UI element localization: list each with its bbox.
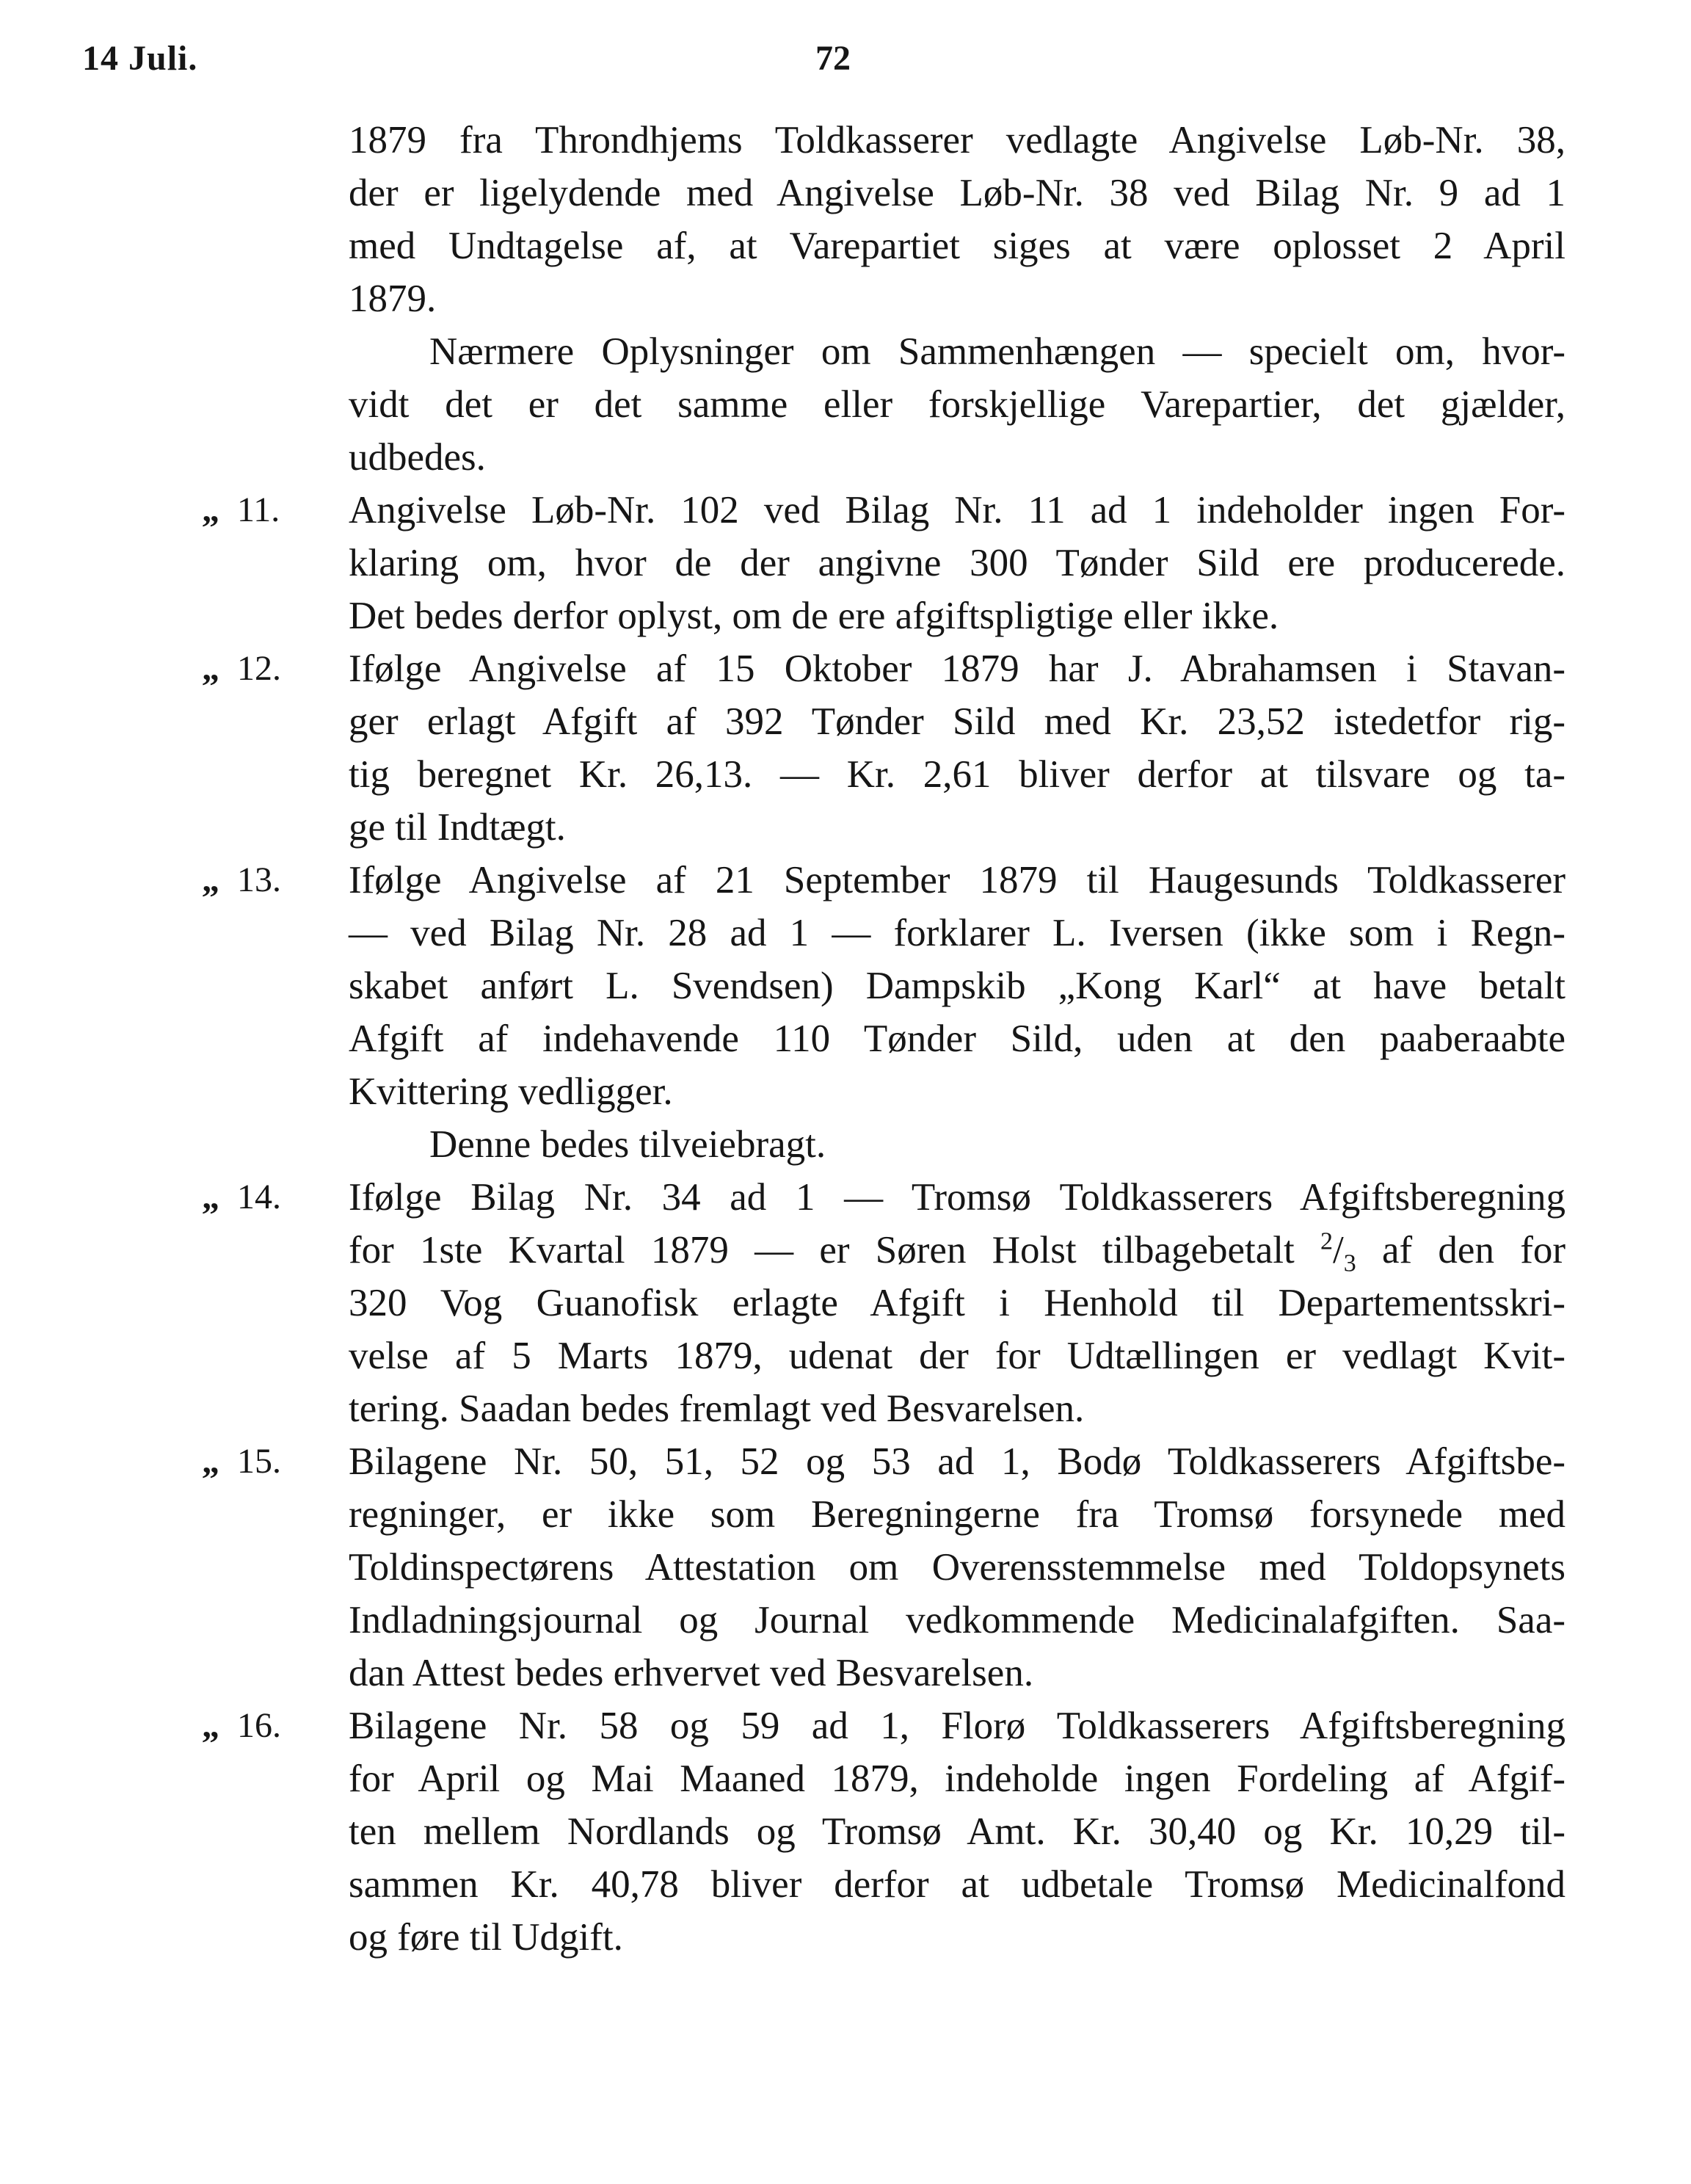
- request-paragraph: [349, 325, 1565, 484]
- ditto-mark: „: [202, 860, 219, 899]
- text-line: vidt det er det samme eller forskjellige Varepartier, det gjælder,: [349, 383, 1565, 426]
- text-line: med Undtagelse af, at Varepartiet siges at være oplosset 2 April: [349, 225, 1565, 267]
- numbered-item-13: [202, 854, 1565, 1171]
- item-marker: [202, 1435, 338, 1488]
- text-line: — ved Bilag Nr. 28 ad 1 — forklarer L. Iversen (ikke som i Regn-: [349, 912, 1565, 954]
- fraction-line-before: for 1ste Kvartal 1879 — er Søren Holst tilbagebetalt: [349, 1229, 1321, 1271]
- text-line: regninger, er ikke som Beregningerne fra Tromsø forsynede med: [349, 1493, 1565, 1536]
- numbered-item-15: [202, 1435, 1565, 1699]
- fraction-numerator: 2: [1320, 1227, 1334, 1255]
- document-body: [202, 114, 1566, 1964]
- text-line: Nærmere Oplysninger om Sammenhængen — specielt om, hvor-: [429, 330, 1565, 373]
- text-line: ge til Indtægt.: [349, 806, 566, 849]
- text-line: dan Attest bedes erhvervet ved Besvarelsen.: [349, 1652, 1034, 1694]
- ditto-mark: „: [202, 1706, 219, 1745]
- text-line: klaring om, hvor de der angivne 300 Tønder Sild ere producerede.: [349, 542, 1565, 584]
- text-line: Bilagene Nr. 58 og 59 ad 1, Florø Toldkasserers Afgiftsberegning: [349, 1705, 1565, 1747]
- text-line: Afgift af indehavende 110 Tønder Sild, uden at den paaberaabte: [349, 1017, 1565, 1060]
- text-line: ten mellem Nordlands og Tromsø Amt. Kr. 30,40 og Kr. 10,29 til-: [349, 1810, 1565, 1853]
- ditto-mark: „: [202, 490, 219, 529]
- item-number: 15.: [237, 1442, 281, 1481]
- text-line: Det bedes derfor oplyst, om de ere afgiftspligtige eller ikke.: [349, 595, 1279, 637]
- text-line: der er ligelydende med Angivelse Løb-Nr. 38 ved Bilag Nr. 9 ad 1: [349, 172, 1565, 214]
- text-line: Bilagene Nr. 50, 51, 52 og 53 ad 1, Bodø Toldkasserers Afgiftsbe-: [349, 1440, 1565, 1483]
- item-number: 14.: [237, 1178, 281, 1216]
- item-marker: [202, 854, 338, 907]
- page-header: [0, 38, 1691, 97]
- ditto-mark: „: [202, 649, 219, 688]
- text-line: udbedes.: [349, 436, 486, 479]
- text-line-with-fraction: [349, 1224, 1565, 1277]
- item-number: 11.: [237, 490, 280, 529]
- numbered-item-14: [202, 1171, 1566, 1435]
- item-number: 13.: [237, 860, 281, 899]
- item-number: 16.: [237, 1706, 281, 1745]
- numbered-item-11: [202, 484, 1565, 642]
- numbered-item-16: [202, 1699, 1565, 1964]
- ditto-mark: „: [202, 1178, 219, 1216]
- text-line: Ifølge Angivelse af 15 Oktober 1879 har J. Abrahamsen i Stavan-: [349, 647, 1565, 690]
- fraction-denominator: 3: [1343, 1249, 1356, 1277]
- text-line: Kvittering vedligger.: [349, 1070, 673, 1113]
- text-line: tig beregnet Kr. 26,13. — Kr. 2,61 bliver derfor at tilsvare og ta-: [349, 753, 1565, 796]
- text-line: velse af 5 Marts 1879, udenat der for Udtællingen er vedlagt Kvit-: [349, 1335, 1565, 1377]
- text-line: Ifølge Angivelse af 21 September 1879 til Haugesunds Toldkasserer: [349, 859, 1565, 901]
- page-number: 72: [815, 39, 851, 78]
- text-line: sammen Kr. 40,78 bliver derfor at udbetale Tromsø Medicinalfond: [349, 1863, 1565, 1906]
- text-line: tering. Saadan bedes fremlagt ved Besvarelsen.: [349, 1387, 1085, 1430]
- text-line: 1879 fra Throndhjems Toldkasserer vedlagte Angivelse Løb-Nr. 38,: [349, 119, 1565, 162]
- fraction-line-after: af den for: [1356, 1229, 1566, 1271]
- text-line: 320 Vog Guanofisk erlagte Afgift i Henhold til Departementsskri-: [349, 1282, 1565, 1324]
- item-marker: [202, 484, 338, 537]
- text-line: 1879.: [349, 277, 437, 320]
- text-line: og føre til Udgift.: [349, 1916, 623, 1959]
- text-line: Denne bedes tilveiebragt.: [429, 1123, 826, 1166]
- text-line: for April og Mai Maaned 1879, indeholde ingen Fordeling af Afgif-: [349, 1757, 1565, 1800]
- fraction-slash: /: [1333, 1229, 1344, 1271]
- text-line: Angivelse Løb-Nr. 102 ved Bilag Nr. 11 ad 1 indeholder ingen For-: [349, 489, 1565, 532]
- text-line: skabet anført L. Svendsen) Dampskib „Kong Karl“ at have betalt: [349, 965, 1565, 1007]
- numbered-item-12: [202, 642, 1565, 854]
- item-number: 12.: [237, 649, 281, 688]
- intro-paragraph: [349, 114, 1565, 325]
- text-line: Toldinspectørens Attestation om Overensstemmelse med Toldopsynets: [349, 1546, 1565, 1589]
- item-marker: [202, 1171, 338, 1224]
- text-line: Ifølge Bilag Nr. 34 ad 1 — Tromsø Toldkasserers Afgiftsberegning: [349, 1176, 1565, 1219]
- item-marker: [202, 642, 338, 695]
- text-line: Indladningsjournal og Journal vedkommende Medicinalafgiften. Saa-: [349, 1599, 1565, 1641]
- item-marker: [202, 1699, 338, 1752]
- ditto-mark: „: [202, 1442, 219, 1481]
- running-head-date: 14 Juli.: [82, 39, 198, 78]
- text-line: ger erlagt Afgift af 392 Tønder Sild med Kr. 23,52 istedetfor rig-: [349, 700, 1565, 743]
